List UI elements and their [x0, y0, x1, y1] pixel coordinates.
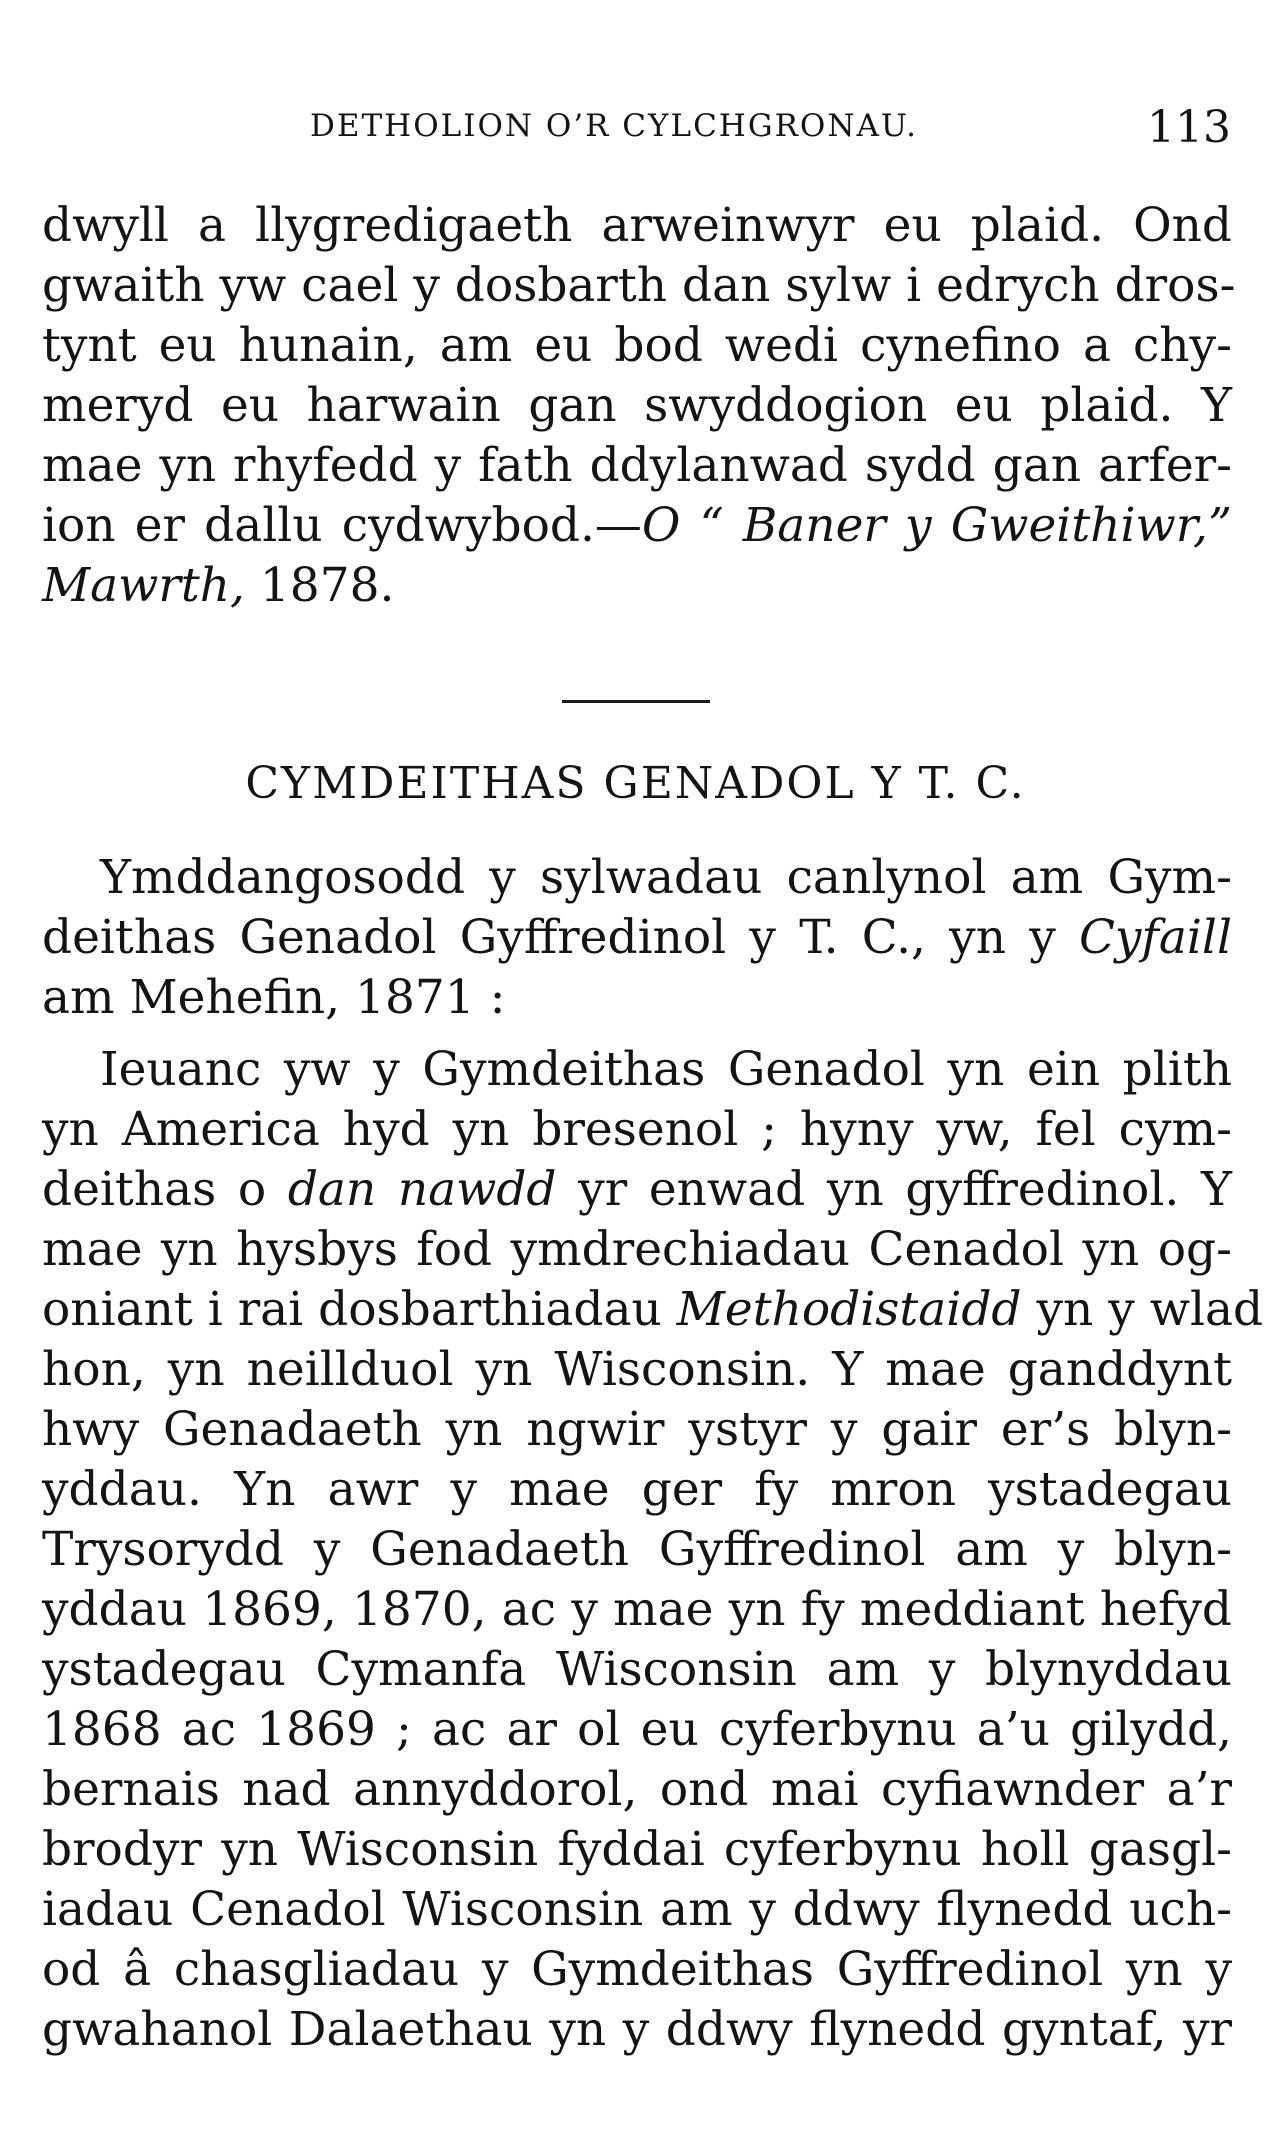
- text-line: am Mehefin, 1871 :: [42, 970, 506, 1025]
- page-number: 113: [1147, 102, 1231, 153]
- text-line: yddau. Yn awr y mae ger fy mron ystadegau: [42, 1462, 1232, 1517]
- text-line: [42, 908, 1232, 968]
- text-line: [42, 1280, 1264, 1340]
- text-line: meryd eu harwain gan swyddogion eu plaid. Y: [42, 378, 1232, 433]
- line-text: ion er dallu cydwybod.—: [42, 498, 642, 553]
- periodical-title: Cyfaill: [1078, 910, 1232, 965]
- source-citation: O “ Baner y Gweithiwr,”: [641, 498, 1233, 553]
- text-line: Ymddangosodd y sylwadau canlynol am Gym-: [100, 850, 1232, 905]
- citation-month: Mawrth,: [42, 558, 245, 613]
- page-header: [0, 102, 1271, 168]
- line-text: deithas o: [42, 1162, 288, 1217]
- citation-year: 1878.: [244, 558, 395, 613]
- italic-phrase: Methodistaidd: [676, 1282, 1022, 1337]
- running-head: DETHOLION O’R CYLCHGRONAU.: [310, 108, 918, 144]
- section-divider: [562, 700, 710, 703]
- line-text: oniant i rai dosbarthiadau: [42, 1282, 677, 1337]
- line-text: yr enwad yn gyffredinol. Y: [556, 1162, 1232, 1217]
- text-line: tynt eu hunain, am eu bod wedi cynefino a chy-: [42, 318, 1232, 373]
- text-line: Trysorydd y Genadaeth Gyffredinol am y blyn-: [42, 1522, 1232, 1577]
- text-line: [42, 496, 1232, 556]
- text-line: ystadegau Cymanfa Wisconsin am y blynyddau: [42, 1642, 1232, 1697]
- line-text: deithas Genadol Gyffredinol y T. C., yn y: [42, 910, 1079, 965]
- text-line: [42, 556, 1232, 616]
- text-line: mae yn rhyfedd y fath ddylanwad sydd gan arfer-: [42, 438, 1232, 493]
- text-line: dwyll a llygredigaeth arweinwyr eu plaid. Ond: [42, 198, 1232, 253]
- text-line: bernais nad annyddorol, ond mai cyfiawnder a’r: [42, 1762, 1232, 1817]
- text-line: yddau 1869, 1870, ac y mae yn fy meddiant hefyd: [42, 1582, 1232, 1637]
- text-line: gwaith yw cael y dosbarth dan sylw i edrych dros-: [42, 258, 1236, 313]
- text-line: od â chasgliadau y Gymdeithas Gyffredinol yn y: [42, 1942, 1232, 1997]
- text-line: [42, 1160, 1232, 1220]
- text-line: hwy Genadaeth yn ngwir ystyr y gair er’s blyn-: [42, 1402, 1232, 1457]
- text-line: Ieuanc yw y Gymdeithas Genadol yn ein plith: [100, 1042, 1232, 1097]
- text-line: brodyr yn Wisconsin fyddai cyferbynu holl gasgl-: [42, 1822, 1232, 1877]
- text-line: mae yn hysbys fod ymdrechiadau Cenadol yn og-: [42, 1222, 1232, 1277]
- text-line: hon, yn neillduol yn Wisconsin. Y mae ganddynt: [42, 1342, 1232, 1397]
- text-line: 1868 ac 1869 ; ac ar ol eu cyferbynu a’u gilydd,: [42, 1702, 1232, 1757]
- text-line: iadau Cenadol Wisconsin am y ddwy flynedd uch-: [42, 1882, 1232, 1937]
- text-line: gwahanol Dalaethau yn y ddwy flynedd gyntaf, yr: [42, 2002, 1232, 2057]
- section-title: CYMDEITHAS GENADOL Y T. C.: [245, 758, 1026, 809]
- text-line: yn America hyd yn bresenol ; hyny yw, fel cym-: [42, 1102, 1232, 1157]
- line-text: yn y wlad: [1021, 1282, 1264, 1337]
- italic-phrase: dan nawdd: [287, 1162, 557, 1217]
